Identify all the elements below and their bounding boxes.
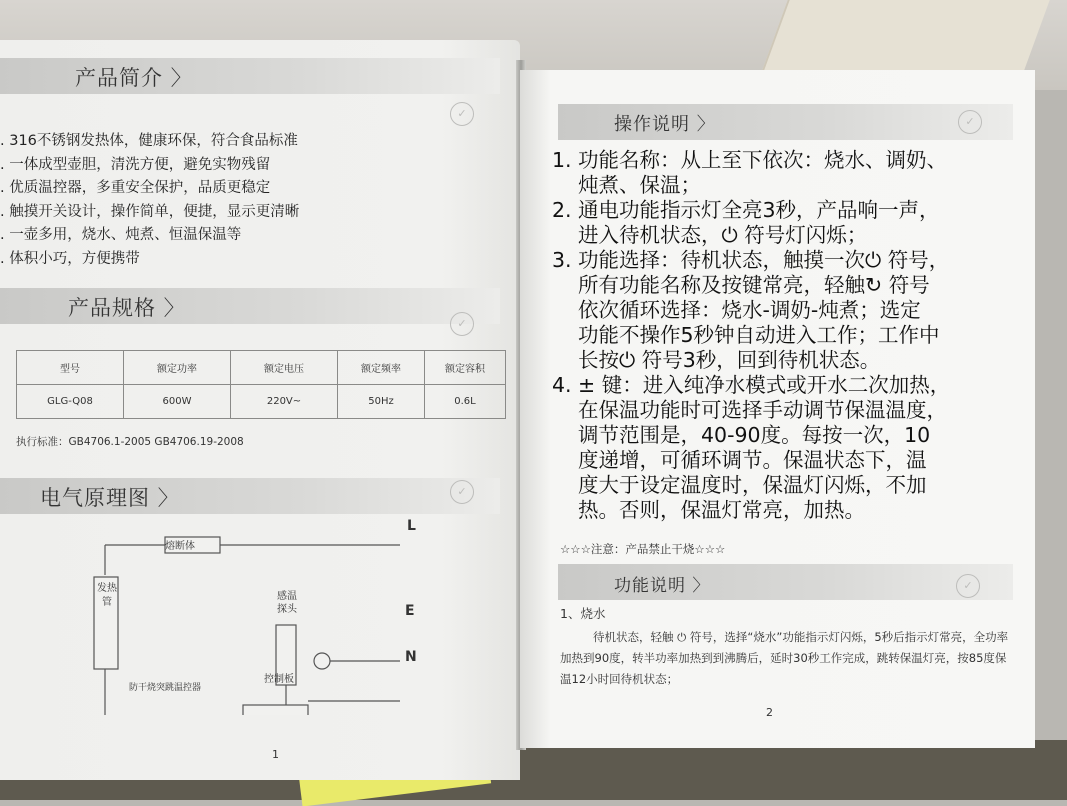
page-number: 1 <box>272 748 279 761</box>
item-number: 3. <box>552 248 572 272</box>
table-header-row <box>17 351 506 385</box>
item-text: 功能选择：待机状态，触摸一次⏻ 符号， 所有功能名称及按键常亮，轻触↻ 符号 依次循环选择：烧水-调奶-炖煮；选定 功能不操作5秒钟自动进入工作；工作中 长按⏻ 符号3秒，回到待机状态。 <box>578 248 950 372</box>
spec-title: 产品规格 〉 <box>68 296 186 320</box>
spec-header <box>0 288 500 330</box>
right-page <box>520 70 1035 748</box>
item-text: ± 键：进入纯净水模式或开水二次加热， 在保温功能时可选择手动调节保温温度， 调节范围是，40-90度。每按一次，10 度递增，可循环调节。保温状态下，温 度大于设定温度时，保温灯闪烁，不加 热。否则，保温灯常亮，加热。 <box>578 373 951 522</box>
operation-list <box>552 148 1012 523</box>
functions-header <box>558 564 1013 600</box>
left-page <box>0 40 520 780</box>
list-item: . 体积小巧，方便携带 <box>0 250 140 267</box>
page-number: 2 <box>766 706 773 719</box>
chevron-circle-icon: ✓ <box>450 102 474 126</box>
table-header-cell: 额定电压 <box>231 351 338 385</box>
item-number: 4. <box>552 373 572 397</box>
standard-text: 执行标准：GB4706.1-2005 GB4706.19-2008 <box>16 436 244 448</box>
ops-title: 操作说明 〉 <box>614 114 716 135</box>
box-corner <box>762 0 1049 70</box>
list-item: . 316不锈钢发热体，健康环保，符合食品标准 <box>0 133 298 149</box>
table-cell: 0.6L <box>425 385 506 419</box>
table-header-cell: 型号 <box>17 351 124 385</box>
list-item: . 触摸开关设计，操作简单，便捷，显示更清晰 <box>0 203 300 220</box>
board-label: 控制板 <box>264 674 294 685</box>
table-header-cell: 额定频率 <box>338 351 425 385</box>
list-item: . 一壶多用，烧水、炖煮、恒温保温等 <box>0 227 242 243</box>
fuse-label: 熔断体 <box>165 541 195 552</box>
dry-burn-label: 防干烧突跳温控器 <box>129 683 202 693</box>
item-number: 1. <box>552 148 572 172</box>
heater-label: 发热管 <box>97 583 117 608</box>
list-item <box>552 148 1012 198</box>
intro-header <box>0 58 500 120</box>
line-N-label: N <box>405 649 417 665</box>
table-header-cell: 额定功率 <box>124 351 231 385</box>
item-text: 通电功能指示灯全亮3秒，产品响一声， 进入待机状态，⏻ 符号灯闪烁； <box>578 198 940 247</box>
chevron-circle-icon: ✓ <box>450 480 474 504</box>
list-item: . 优质温控器，多重安全保护，品质更稳定 <box>0 180 271 196</box>
table-cell: 220V~ <box>231 385 338 419</box>
function-subtitle: 1、烧水 <box>560 606 606 621</box>
chevron-circle-icon: ✓ <box>958 110 982 134</box>
sensor-label: 感温探头 <box>277 591 297 615</box>
item-number: 2. <box>552 198 572 222</box>
chevron-circle-icon: ✓ <box>450 312 474 336</box>
table-cell: 600W <box>124 385 231 419</box>
list-item: . 一体成型壶胆，清洗方便，避免实物残留 <box>0 156 271 173</box>
function-description: 待机状态，轻触 ⏻ 符号，选择“烧水”功能指示灯闪烁，5秒后指示灯常亮，全功率加热到90度，转半功率加热到到沸腾后，延时30秒工作完成，跳转保温灯亮，按85度保温12小时回待机状态； <box>560 630 1009 686</box>
ops-header <box>558 104 1013 140</box>
list-item <box>552 198 1012 248</box>
circuit-header <box>0 478 500 514</box>
table-cell: 50Hz <box>338 385 425 419</box>
item-text: 功能名称：从上至下依次：烧水、调奶、 炖煮、保温； <box>578 148 947 197</box>
feature-list <box>0 130 299 271</box>
line-E-label: E <box>405 603 415 619</box>
functions-title: 功能说明 〉 <box>614 576 711 596</box>
table-cell: GLG-Q08 <box>17 385 124 419</box>
spec-table <box>16 350 506 419</box>
table-header-cell: 额定容积 <box>425 351 506 385</box>
chevron-circle-icon: ✓ <box>956 574 980 598</box>
list-item <box>552 248 1012 373</box>
circuit-title: 电气原理图 〉 <box>40 486 180 510</box>
list-item <box>552 373 1012 523</box>
table-row <box>17 385 506 419</box>
line-L-label: L <box>407 518 416 534</box>
caution-text: ☆☆☆注意：产品禁止干烧☆☆☆ <box>560 542 726 556</box>
intro-title: 产品简介 〉 <box>75 66 193 90</box>
